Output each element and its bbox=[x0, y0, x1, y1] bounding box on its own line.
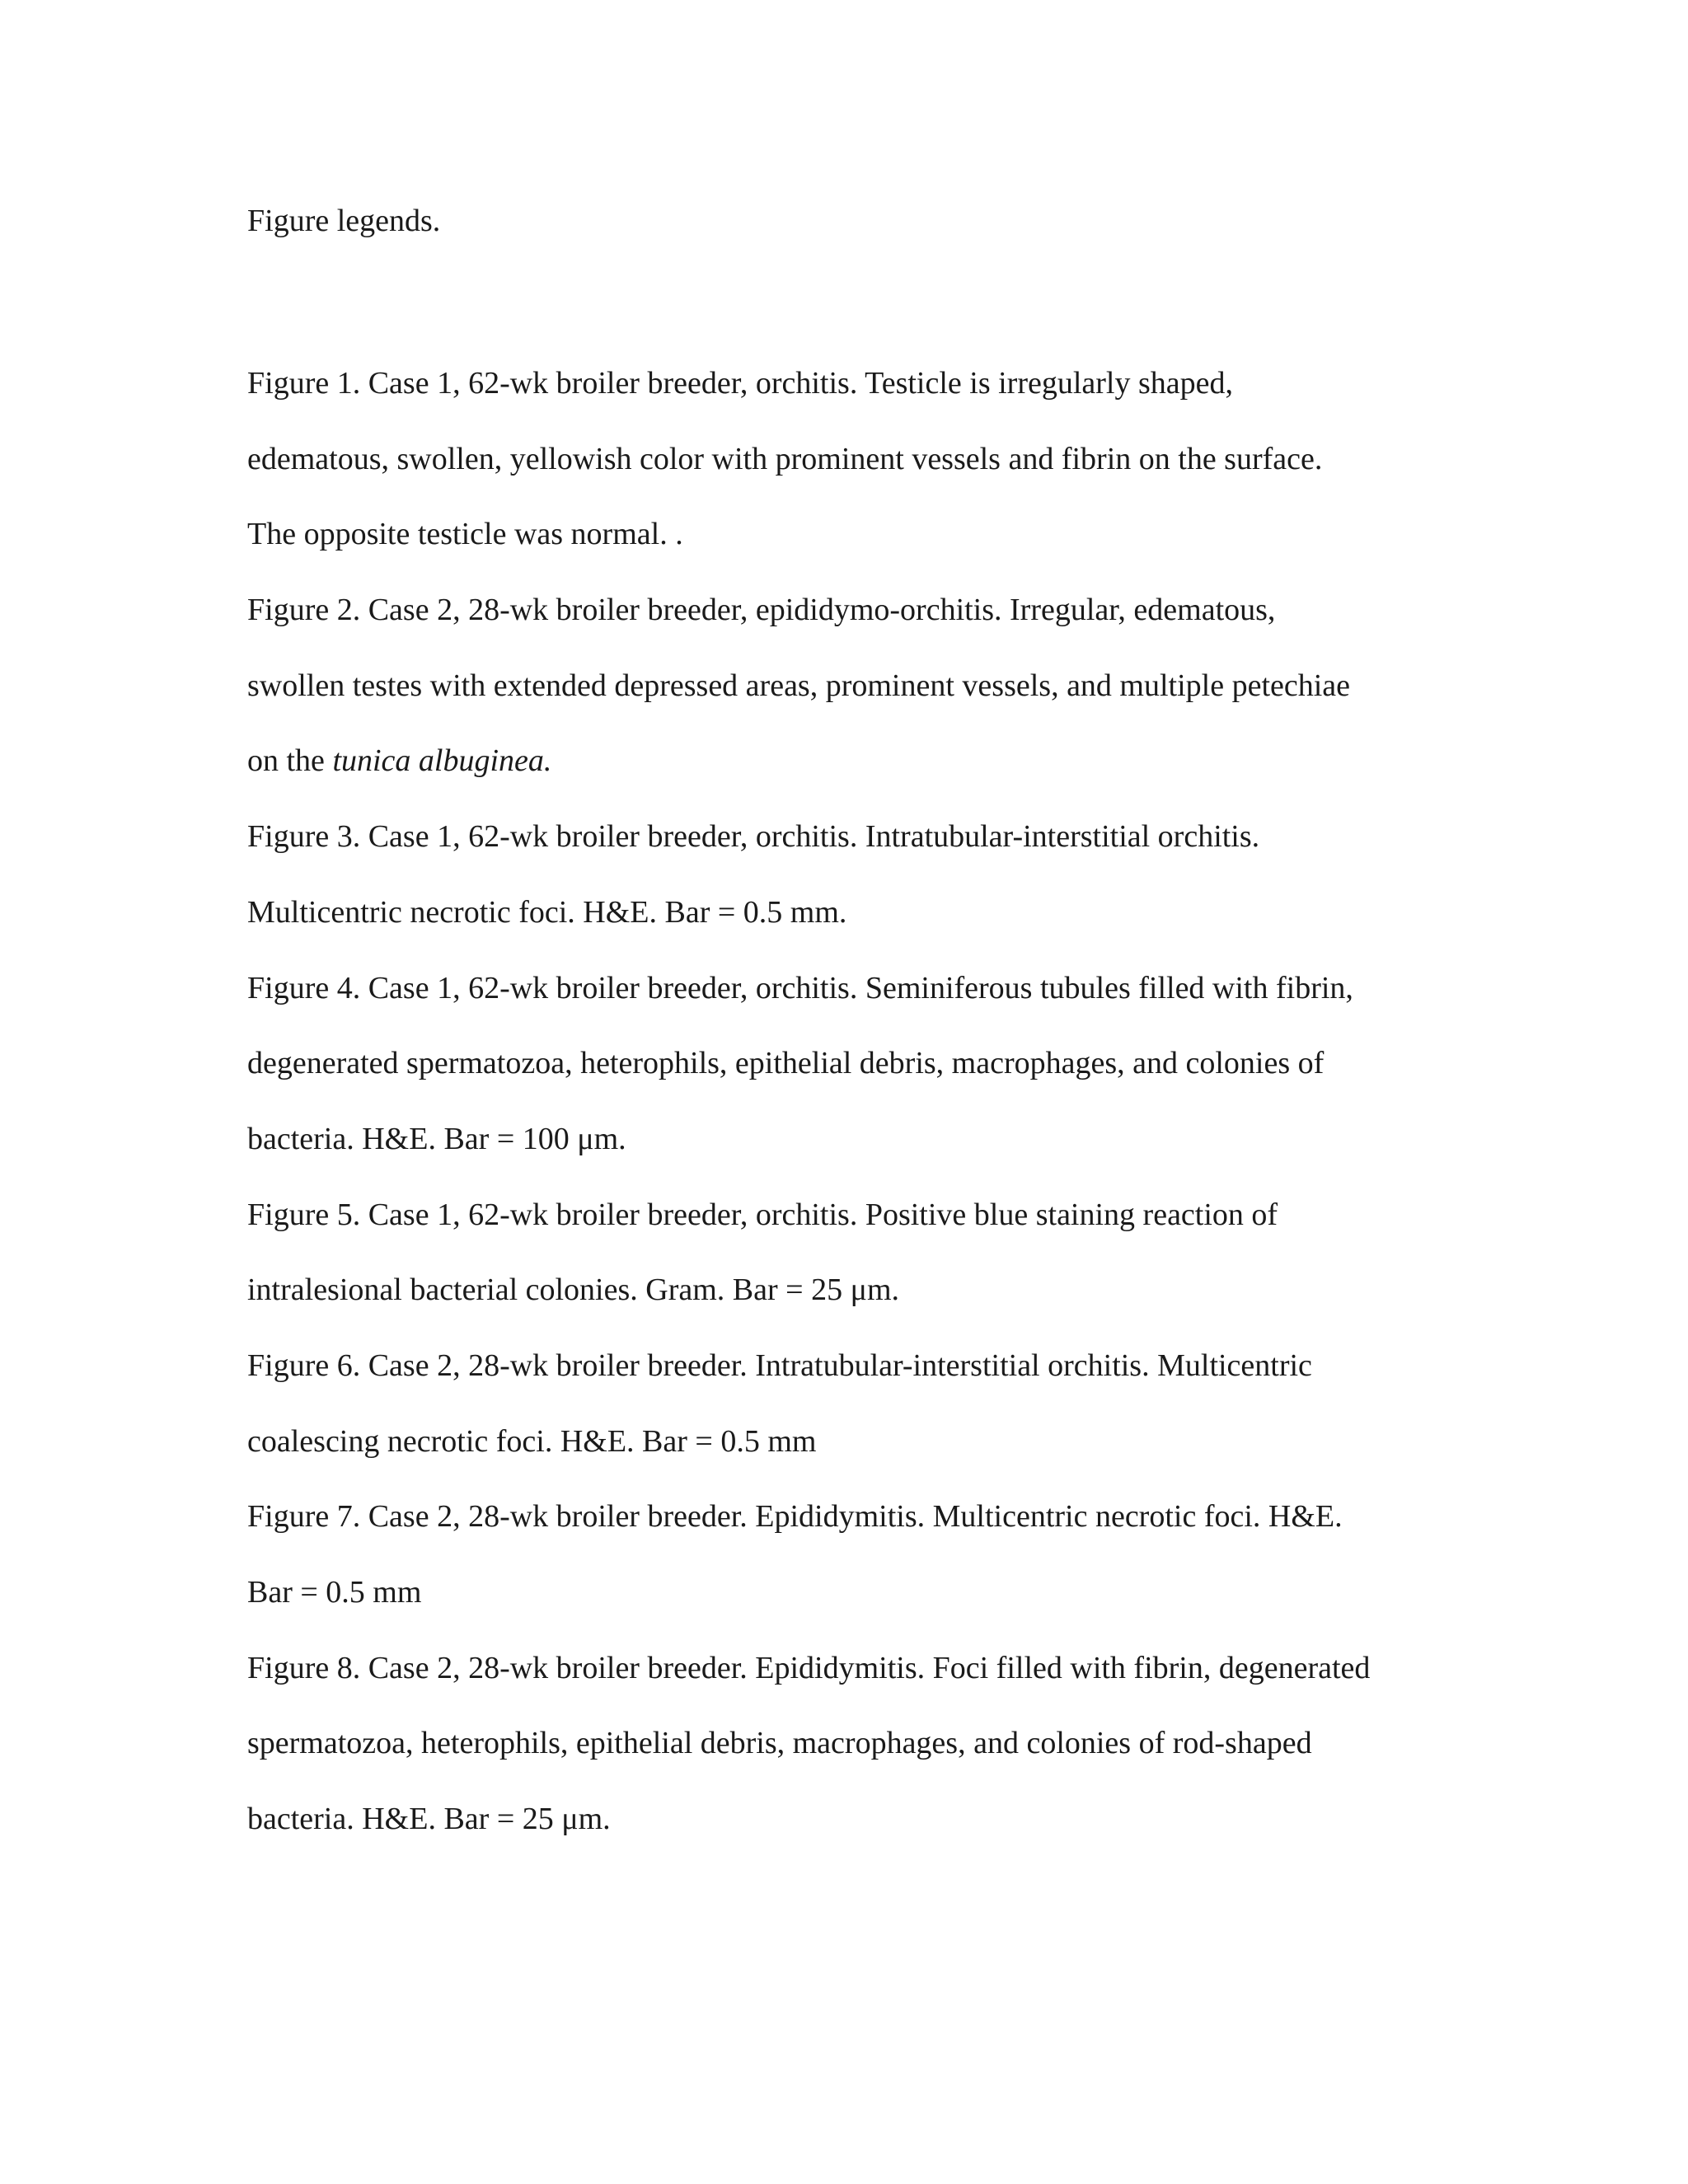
page-title: Figure legends. bbox=[247, 204, 441, 238]
legend-line: Bar = 0.5 mm bbox=[247, 1575, 422, 1610]
legend-line: Multicentric necrotic foci. H&E. Bar = 0.5 mm. bbox=[247, 894, 847, 930]
legend-line: Figure 1. Case 1, 62-wk broiler breeder, orchitis. Testicle is irregularly shaped, bbox=[247, 366, 1233, 401]
legend-line: Figure 4. Case 1, 62-wk broiler breeder, orchitis. Seminiferous tubules filled with fibrin, bbox=[247, 970, 1353, 1005]
legend-line: Figure 7. Case 2, 28-wk broiler breeder. Epididymitis. Multicentric necrotic foci. H&E. bbox=[247, 1499, 1343, 1535]
legend-line: degenerated spermatozoa, heterophils, epithelial debris, macrophages, and colonies of bbox=[247, 1046, 1325, 1081]
legend-line: bacteria. H&E. Bar = 25 μm. bbox=[247, 1802, 611, 1837]
figure-8-legend bbox=[247, 1631, 1484, 1858]
figure-6-legend bbox=[247, 1329, 1484, 1479]
legend-line: Figure 5. Case 1, 62-wk broiler breeder, orchitis. Positive blue staining reaction of bbox=[247, 1197, 1278, 1232]
legend-line: spermatozoa, heterophils, epithelial debris, macrophages, and colonies of rod-shaped bbox=[247, 1726, 1312, 1761]
legend-line: Figure 8. Case 2, 28-wk broiler breeder. Epididymitis. Foci filled with fibrin, degenerated bbox=[247, 1650, 1371, 1685]
figure-1-legend bbox=[247, 346, 1484, 573]
figure-5-legend bbox=[247, 1178, 1484, 1329]
figure-7-legend bbox=[247, 1479, 1484, 1630]
legend-line: Figure 6. Case 2, 28-wk broiler breeder. Intratubular-interstitial orchitis. Multicentric bbox=[247, 1347, 1312, 1383]
legend-line bbox=[247, 724, 1484, 799]
legend-line: Figure 3. Case 1, 62-wk broiler breeder, orchitis. Intratubular-interstitial orchitis. bbox=[247, 819, 1260, 855]
legend-line: Figure 2. Case 2, 28-wk broiler breeder, epididymo-orchitis. Irregular, edematous, bbox=[247, 593, 1276, 628]
legend-line-prefix: on the bbox=[247, 743, 333, 779]
legend-line: The opposite testicle was normal. . bbox=[247, 517, 683, 552]
figure-4-legend bbox=[247, 951, 1484, 1178]
figure-3-legend bbox=[247, 799, 1484, 950]
legend-line: swollen testes with extended depressed areas, prominent vessels, and multiple petechiae bbox=[247, 668, 1351, 703]
figure-2-legend bbox=[247, 573, 1484, 799]
legend-line: coalescing necrotic foci. H&E. Bar = 0.5 mm bbox=[247, 1423, 817, 1459]
legend-line: intralesional bacterial colonies. Gram. Bar = 25 μm. bbox=[247, 1272, 900, 1308]
tunica-albuginea-term: tunica albuginea. bbox=[332, 743, 552, 779]
figure-legends bbox=[247, 346, 1484, 1858]
legend-line: bacteria. H&E. Bar = 100 μm. bbox=[247, 1121, 626, 1156]
legend-line: edematous, swollen, yellowish color with prominent vessels and fibrin on the surface. bbox=[247, 441, 1323, 476]
